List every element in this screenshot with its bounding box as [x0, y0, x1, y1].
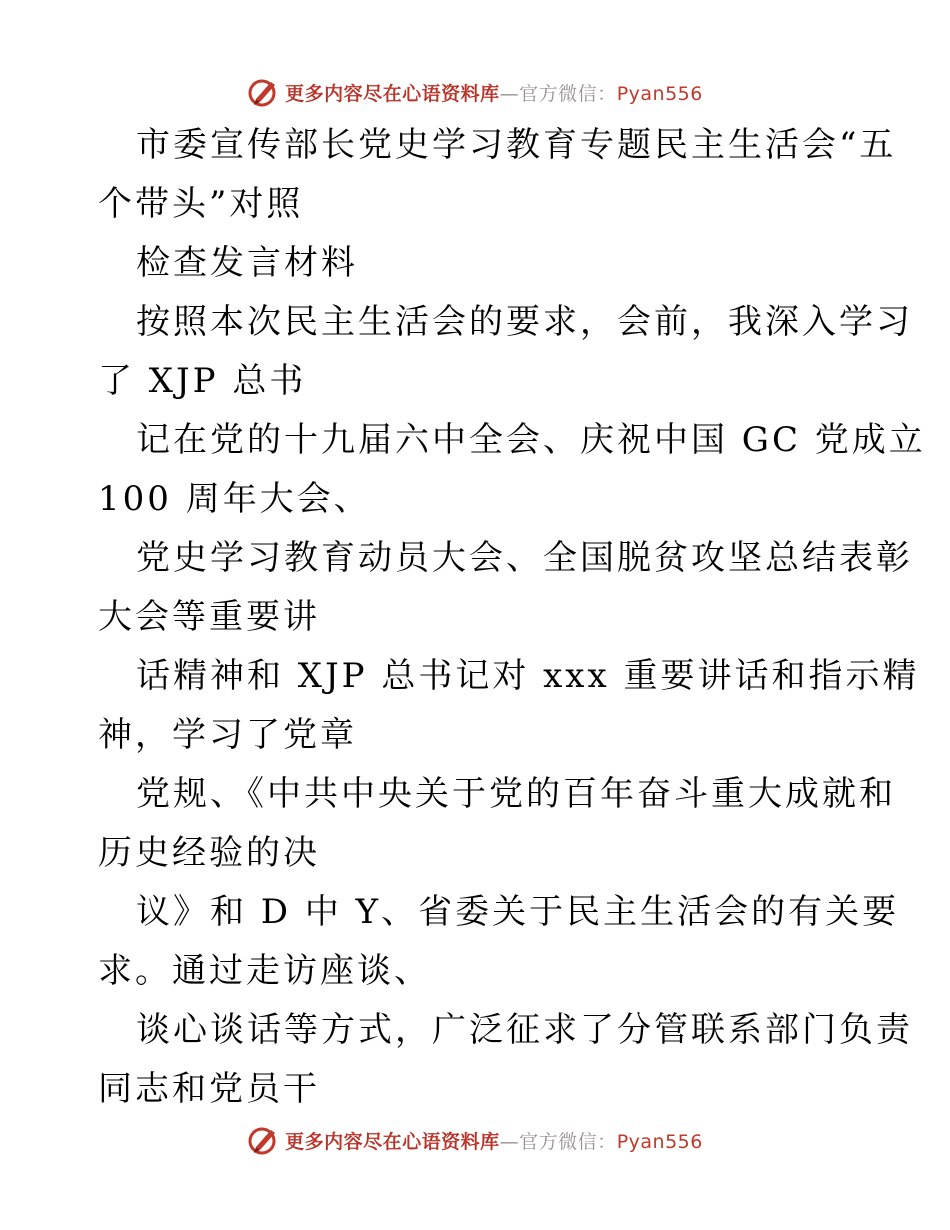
text-line: 个带头”对照 [98, 184, 304, 224]
header-watermark [0, 72, 950, 112]
text-line: 检查发言材料 [136, 243, 358, 283]
text-line: 大会等重要讲 [98, 597, 320, 637]
text-line: 市委宣传部长党史学习教育专题民主生活会“五 [136, 125, 897, 165]
watermark-text: 更多内容尽在心语资料库—官方微信：Pyan556 [285, 82, 703, 105]
text-line: 党规、《中共中央关于党的百年奋斗重大成就和 [136, 774, 896, 814]
text-line: 求。通过走访座谈、 [98, 951, 431, 991]
text-line: 话精神和 XJP 总书记对 xxx 重要讲话和指示精 [136, 656, 920, 696]
text-line: 谈心谈话等方式，广泛征求了分管联系部门负责 [136, 1010, 913, 1050]
text-line: 100 周年大会、 [98, 479, 371, 519]
text-line: 神，学习了党章 [98, 715, 357, 755]
text-line: 了 XJP 总书 [98, 361, 307, 401]
text-line: 历史经验的决 [98, 833, 320, 873]
footer-watermark [0, 1120, 950, 1160]
text-line: 记在党的十九届六中全会、庆祝中国 GC 党成立 [136, 420, 926, 460]
document-body [98, 116, 926, 1119]
text-line: 按照本次民主生活会的要求，会前，我深入学习 [136, 302, 913, 342]
text-line: 同志和党员干 [98, 1069, 320, 1109]
pen-logo-icon [247, 75, 281, 109]
pen-logo-icon [247, 1123, 281, 1157]
text-line: 议》和 D 中 Y、省委关于民主生活会的有关要 [136, 892, 900, 932]
watermark-text: 更多内容尽在心语资料库—官方微信：Pyan556 [285, 1130, 703, 1153]
text-line: 党史学习教育动员大会、全国脱贫攻坚总结表彰 [136, 538, 913, 578]
